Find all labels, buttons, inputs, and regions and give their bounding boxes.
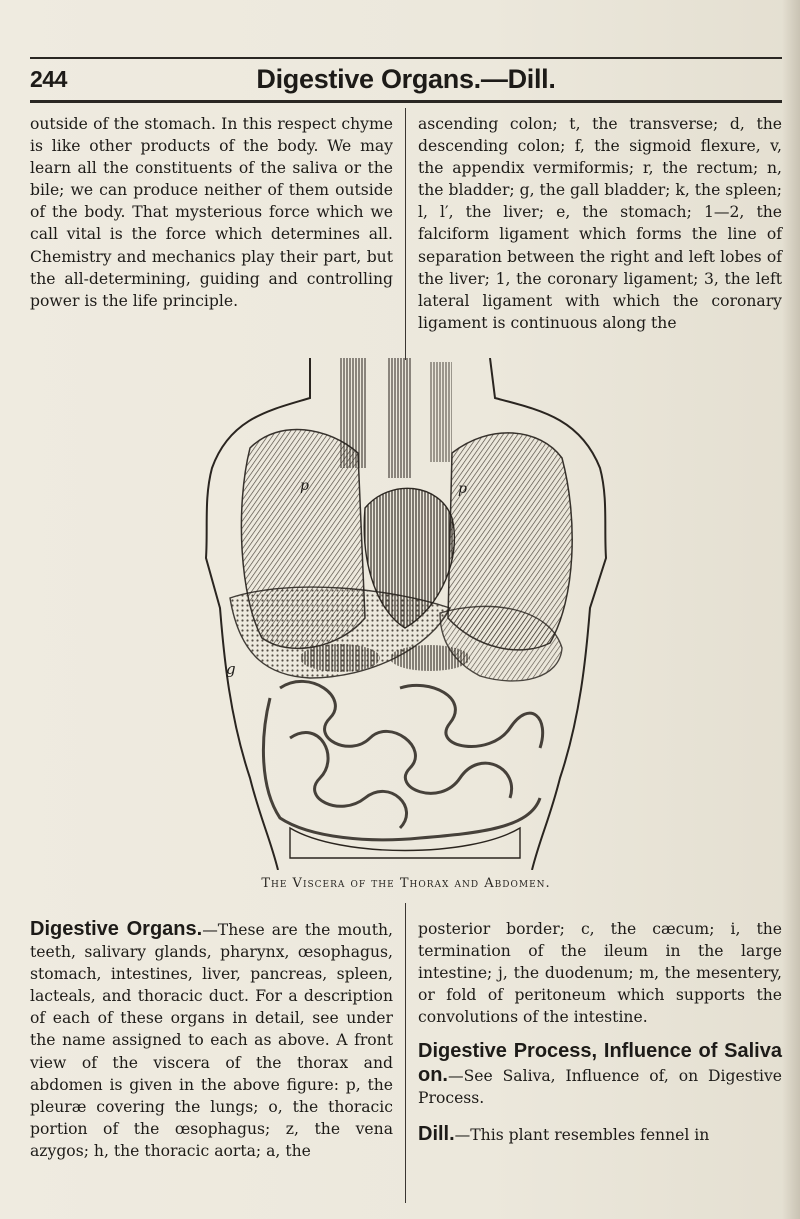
figure-caption: The Viscera of the Thorax and Abdomen. <box>261 876 551 891</box>
page-title: Digestive Organs.—Dill. <box>256 64 556 94</box>
text-column-left-bottom <box>30 918 393 1162</box>
entry-term-digestive-process: Digestive Process, Influence of Saliva on. <box>418 1040 782 1086</box>
paragraph-chyme: outside of the stomach. In this respect chyme is like other products of the body. We may learn all the constituents of the saliva or the bile; we can produce neither of them outside of the body. That mysterious force which we call vital is the force which determines all. Chemistry and mechanics play their part, but the all-determining, guiding and controlling power is the life principle. <box>30 115 393 310</box>
entry-digestive-organs <box>30 918 393 1162</box>
column-divider-top <box>405 108 406 360</box>
figure-label-p-left: p <box>300 478 309 494</box>
page-number: 244 <box>30 66 67 92</box>
entry-text-digestive-process: —See Saliva, Influence of, on Digestive Process. <box>418 1066 782 1107</box>
entry-dill <box>418 1123 782 1146</box>
page-edge-shadow <box>782 0 800 1219</box>
viscera-illustration <box>190 358 620 870</box>
paragraph-figure-legend-continued: ascending colon; t, the transverse; d, the descending colon; f, the sigmoid flexure, v, the appendix vermiformis; r, the rectum; n, the bladder; g, the gall bladder; k, the spleen; l, l′, the liver; e, the stomach; 1—2, the falciform ligament which forms the line of separation between the right and left lobes of the liver; 1, the coronary ligament; 3, the left lateral ligament with which the coronary ligament is continuous along the <box>418 115 782 332</box>
entry-term-digestive-organs: Digestive Organs. <box>30 918 203 940</box>
header-rule-bottom <box>30 100 782 103</box>
figure-label-g: g <box>226 660 236 678</box>
running-head <box>30 64 782 98</box>
figure-label-p-right: p <box>458 481 467 497</box>
entry-text-dill: —This plant resembles fennel in <box>454 1125 710 1144</box>
paragraph-legend-end: posterior border; c, the cæcum; i, the termination of the ileum in the large intestine; j, the duodenum; m, the mesentery, or fold of peritoneum which supports the convolutions of the intestine. <box>418 920 782 1027</box>
column-divider-bottom <box>405 903 406 1203</box>
text-column-right-bottom <box>418 918 782 1146</box>
header-rule-top <box>30 57 782 59</box>
text-column-right-top <box>418 113 782 334</box>
entry-text-digestive-organs: —These are the mouth, teeth, salivary glands, pharynx, œsophagus, stomach, intestines, liver, pancreas, spleen, lacteals, and thoracic duct. For a description of each of these organs in detail, see under the name assigned to each as above. A front view of the viscera of the thorax and abdomen is given in the above figure: p, the pleuræ covering the lungs; o, the thoracic portion of the œsophagus; z, the vena azygos; h, the thoracic aorta; a, the <box>30 921 393 1160</box>
text-column-left-top <box>30 113 393 312</box>
entry-digestive-process <box>418 1040 782 1108</box>
entry-term-dill: Dill. <box>418 1122 455 1145</box>
